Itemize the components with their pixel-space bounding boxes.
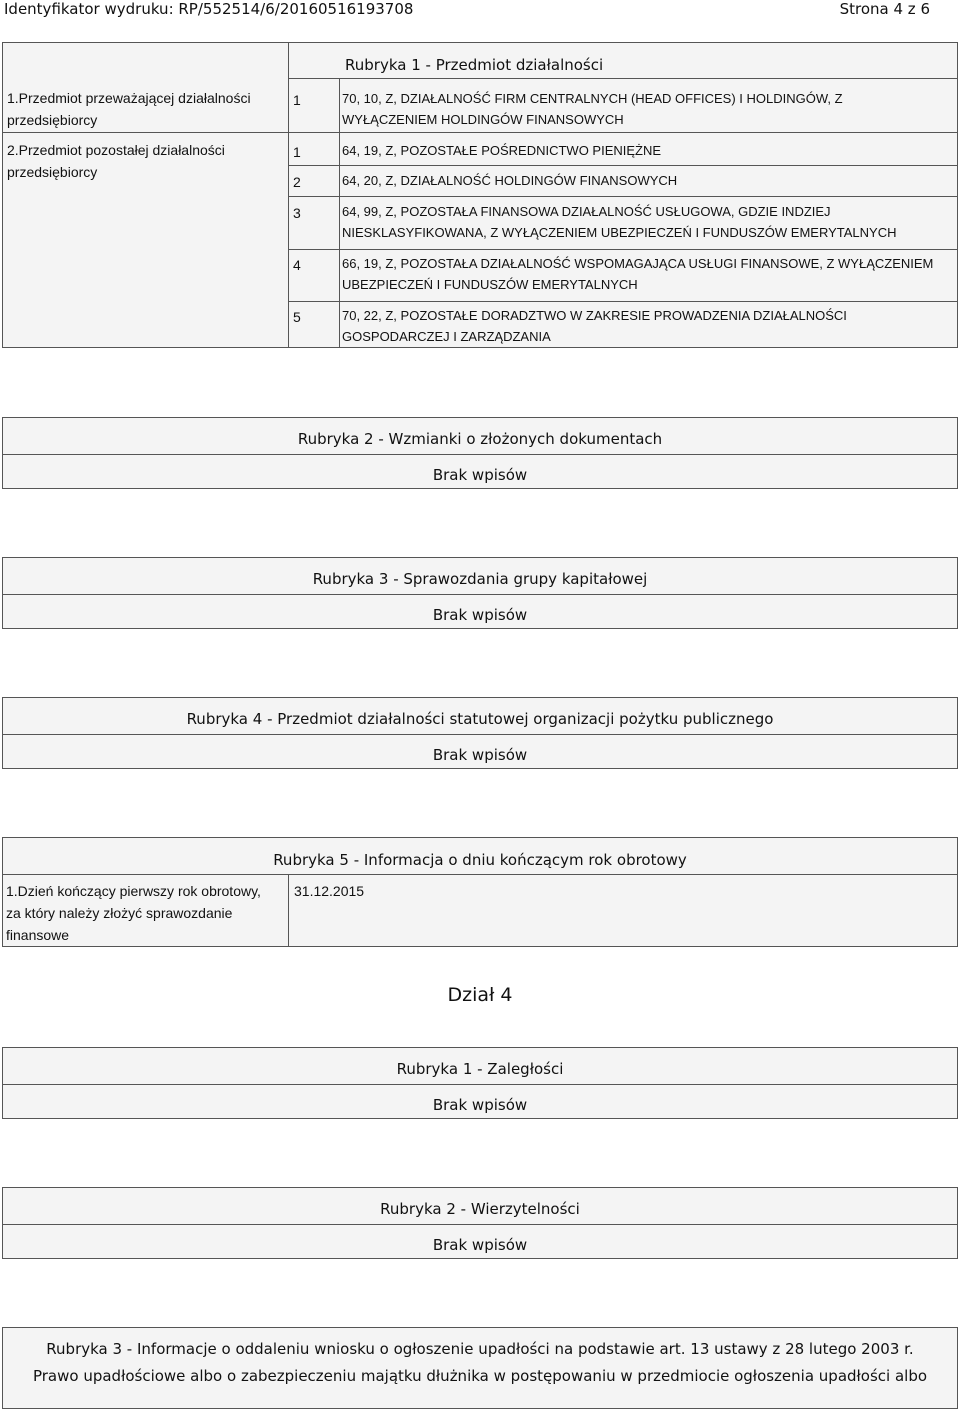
section-rubryka-3 (2, 557, 958, 629)
divider (3, 594, 957, 595)
divider (288, 78, 957, 79)
divider (288, 165, 957, 166)
activity-line: 64, 20, Z, DZIAŁALNOŚĆ HOLDINGÓW FINANSOWYCH (342, 173, 678, 188)
section-title: Rubryka 4 - Przedmiot działalności statutowej organizacji pożytku publicznego (186, 710, 774, 728)
divider (3, 454, 957, 455)
section-title: Rubryka 1 - Przedmiot działalności (345, 56, 604, 74)
activity-line: 70, 10, Z, DZIAŁALNOŚĆ FIRM CENTRALNYCH (HEAD OFFICES) I HOLDINGÓW, Z (342, 91, 843, 106)
section-rubryka-1 (2, 42, 958, 348)
divider (288, 874, 289, 946)
section-value: Brak wpisów (432, 606, 528, 624)
fiscal-year-end-value: 31.12.2015 (294, 883, 365, 899)
activity-text (342, 88, 954, 130)
page-number: Strona 4 z 6 (839, 0, 930, 18)
section-title: Rubryka 5 - Informacja o dniu kończącym rok obrotowy (273, 851, 687, 869)
label-line: za który należy złożyć sprawozdanie (6, 905, 233, 921)
activity-line: 64, 19, Z, POZOSTAŁE POŚREDNICTWO PIENIĘŻNE (342, 143, 662, 158)
activity-line: GOSPODARCZEJ I ZARZĄDZANIA (342, 329, 551, 344)
activity-line: WYŁĄCZENIEM HOLDINGÓW FINANSOWYCH (342, 112, 624, 127)
section-title: Rubryka 2 - Wierzytelności (380, 1200, 580, 1218)
label-other-activity (7, 139, 287, 183)
section-value: Brak wpisów (432, 466, 528, 484)
label-line: 1.Przedmiot przeważającej działalności (7, 90, 251, 106)
activity-text (342, 140, 954, 161)
section-title: Rubryka 2 - Wzmianki o złożonych dokumentach (297, 430, 663, 448)
section-value: Brak wpisów (432, 1096, 528, 1114)
section-subtitle: Prawo upadłościowe albo o zabezpieczeniu majątku dłużnika w postępowaniu w przedmiocie ogłoszenia upadłości albo (32, 1367, 928, 1385)
activity-line: 66, 19, Z, POZOSTAŁA DZIAŁALNOŚĆ WSPOMAGAJĄCA USŁUGI FINANSOWE, Z WYŁĄCZENIEM (342, 256, 934, 271)
section-value: Brak wpisów (432, 1236, 528, 1254)
row-number: 1 (293, 144, 301, 160)
section-d4-rubryka-3 (2, 1327, 958, 1409)
row-number: 2 (293, 174, 301, 190)
section-title: Rubryka 3 - Informacje o oddaleniu wniosku o ogłoszenie upadłości na podstawie art. 13 ustawy z 28 lutego 2003 r. (46, 1340, 914, 1358)
print-identifier: Identyfikator wydruku: RP/552514/6/20160516193708 (4, 0, 414, 18)
divider (288, 196, 957, 197)
divider (3, 1224, 957, 1225)
row-number: 3 (293, 205, 301, 221)
activity-line: UBEZPIECZEŃ I FUNDUSZÓW EMERYTALNYCH (342, 277, 638, 292)
label-line: 1.Dzień kończący pierwszy rok obrotowy, (6, 883, 261, 899)
dzial-title: Dział 4 (447, 984, 513, 1006)
activity-text (342, 253, 954, 295)
divider (3, 132, 957, 133)
activity-line: 70, 22, Z, POZOSTAŁE DORADZTWO W ZAKRESIE PROWADZENIA DZIAŁALNOŚCI (342, 308, 847, 323)
divider (3, 1084, 957, 1085)
activity-text (342, 201, 954, 243)
row-number: 5 (293, 309, 301, 325)
section-title: Rubryka 1 - Zaległości (396, 1060, 564, 1078)
divider (3, 874, 957, 875)
label-fiscal-year-end (6, 880, 288, 946)
label-line: finansowe (6, 927, 70, 943)
section-rubryka-5 (2, 837, 958, 947)
label-line: 2.Przedmiot pozostałej działalności (7, 142, 225, 158)
section-d4-rubryka-2 (2, 1187, 958, 1259)
section-d4-rubryka-1 (2, 1047, 958, 1119)
section-rubryka-2 (2, 417, 958, 489)
label-main-activity (7, 87, 287, 131)
section-value: Brak wpisów (432, 746, 528, 764)
divider (288, 301, 957, 302)
activity-line: NIESKLASYFIKOWANA, Z WYŁĄCZENIEM UBEZPIECZEŃ I FUNDUSZÓW EMERYTALNYCH (342, 225, 897, 240)
label-line: przedsiębiorcy (7, 112, 98, 128)
divider (288, 249, 957, 250)
label-line: przedsiębiorcy (7, 164, 98, 180)
divider (339, 78, 340, 347)
activity-text (342, 305, 954, 347)
section-title: Rubryka 3 - Sprawozdania grupy kapitałowej (312, 570, 648, 588)
divider (3, 734, 957, 735)
activity-text (342, 170, 954, 191)
row-number: 1 (293, 92, 301, 108)
row-number: 4 (293, 257, 301, 273)
section-rubryka-4 (2, 697, 958, 769)
activity-line: 64, 99, Z, POZOSTAŁA FINANSOWA DZIAŁALNOŚĆ USŁUGOWA, GDZIE INDZIEJ (342, 204, 831, 219)
